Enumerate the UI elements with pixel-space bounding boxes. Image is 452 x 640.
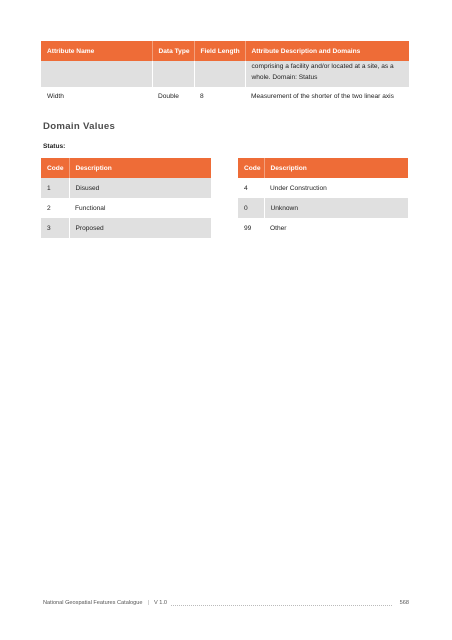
header-code: Code [41,158,69,178]
domain-table-header [41,158,211,178]
table-row [238,218,408,238]
cell-code: 3 [41,218,69,238]
footer-document-title: National Geospatial Features Catalogue [43,600,143,606]
table-row [41,198,211,218]
domain-table-left [41,158,211,238]
table-row [41,218,211,238]
attribute-table [41,41,409,107]
cell-empty [41,61,152,87]
attribute-table-header [41,41,409,61]
cell-description: Disused [69,178,211,198]
footer-dot-leader [171,601,392,606]
cell-attribute-name: Width [47,92,64,100]
header-description: Attribute Description and Domains [245,41,409,61]
header-attribute-name: Attribute Name [41,41,152,61]
table-row [41,178,211,198]
section-heading-domain-values: Domain Values [43,121,116,132]
header-code: Code [238,158,264,178]
cell-description: Under Construction [270,184,327,192]
domain-table-header [238,158,408,178]
table-row [41,87,409,107]
cell-code: 99 [244,224,252,232]
cell-description: comprising a facility and/or located at a site, as a whole. Domain: Status [245,61,409,87]
cell-description: Proposed [69,218,211,238]
page-footer [43,598,409,608]
footer-version: V 1.0 [153,600,168,606]
cell-description: Functional [75,204,106,212]
cell-code: 4 [244,184,248,192]
cell-empty [194,61,245,87]
table-row [238,178,408,198]
header-data-type: Data Type [152,41,194,61]
domain-subheading-status: Status: [43,143,66,150]
cell-empty [152,61,194,87]
table-row-continuation [41,61,409,87]
cell-code: 0 [238,198,264,218]
cell-description: Measurement of the shorter of the two linear axis [251,92,394,100]
cell-description: Unknown [264,198,408,218]
cell-data-type: Double [158,92,179,100]
header-field-length: Field Length [194,41,245,61]
cell-code: 2 [47,204,51,212]
cell-code: 1 [41,178,69,198]
footer-separator: | [147,600,149,606]
table-row [238,198,408,218]
domain-table-right [238,158,408,238]
cell-description: Other [270,224,287,232]
footer-page-number: 568 [399,600,409,606]
header-description: Description [69,158,211,178]
cell-field-length: 8 [200,92,204,100]
header-description: Description [264,158,408,178]
